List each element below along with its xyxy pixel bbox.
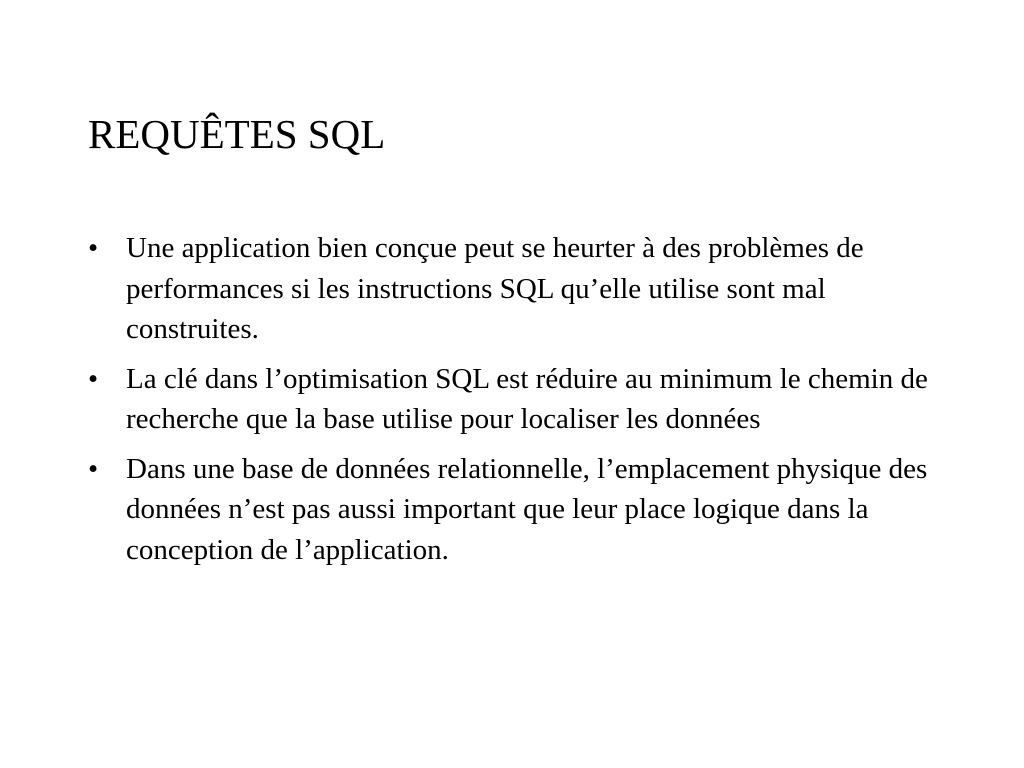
list-item bbox=[88, 359, 948, 440]
bullet-icon: • bbox=[88, 452, 99, 485]
bullet-list bbox=[88, 228, 948, 579]
bullet-text: La clé dans l’optimisation SQL est réduire au minimum le chemin de recherche que la base utilise pour localiser les données bbox=[126, 362, 928, 435]
bullet-icon: • bbox=[88, 362, 99, 395]
list-item bbox=[88, 228, 948, 350]
slide-title: REQUÊTES SQL bbox=[88, 111, 386, 157]
bullet-text: Une application bien conçue peut se heurter à des problèmes de performances si les instructions SQL qu’elle utilise sont mal construites. bbox=[126, 232, 864, 345]
list-item bbox=[88, 449, 948, 571]
bullet-text: Dans une base de données relationnelle, l’emplacement physique des données n’est pas aussi important que leur place logique dans la conception de l’application. bbox=[126, 452, 928, 566]
bullet-icon: • bbox=[88, 232, 99, 264]
